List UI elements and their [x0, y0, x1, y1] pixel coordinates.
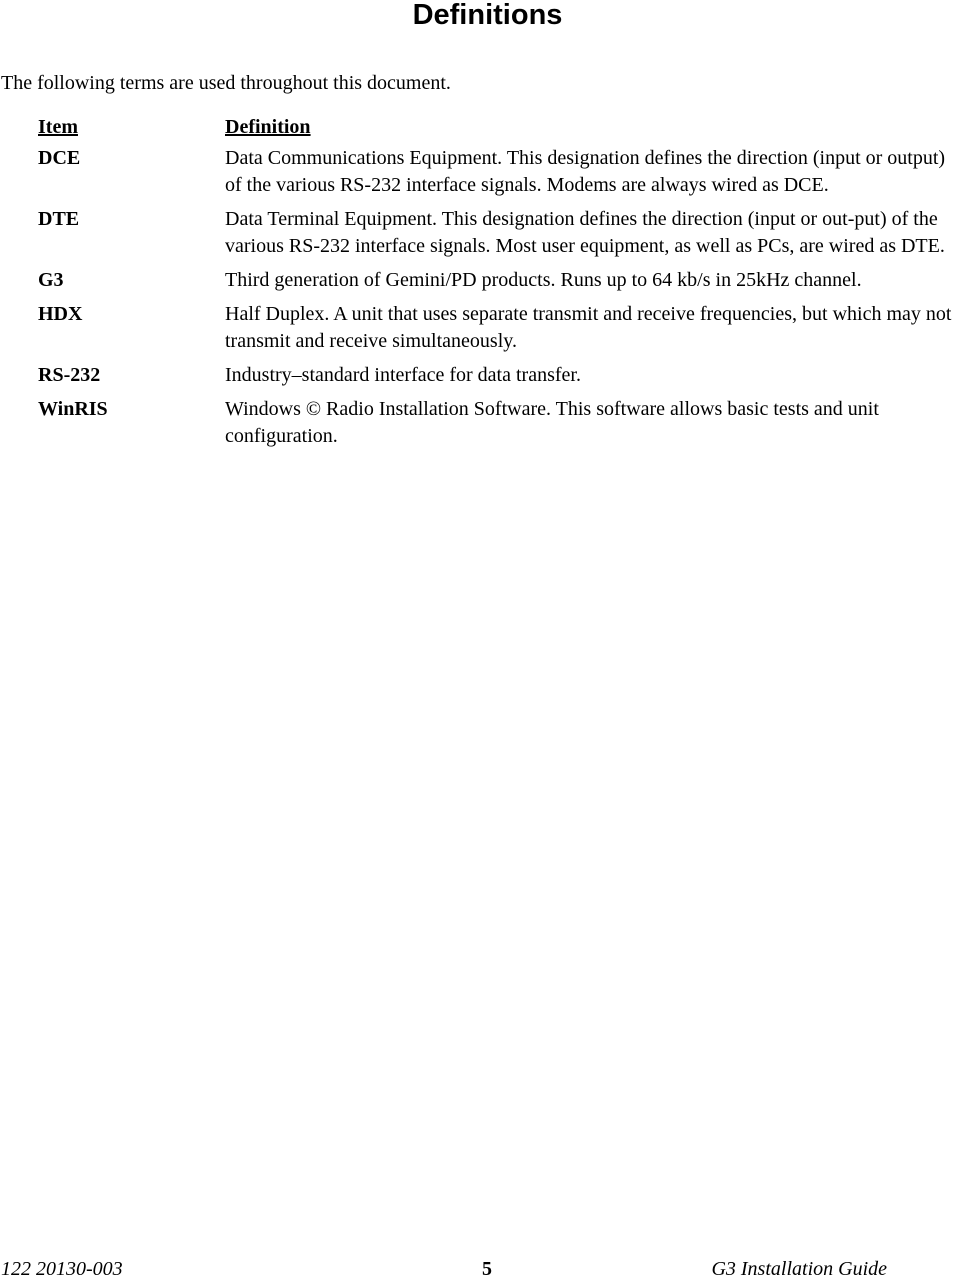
definitions-table: [38, 114, 959, 457]
table-row: [38, 206, 959, 260]
definition-winris: Windows © Radio Installation Software. This software allows basic tests and unit configuration.: [225, 398, 879, 447]
document-number: 122 20130-003: [1, 1258, 123, 1280]
definition-hdx: Half Duplex. A unit that uses separate transmit and receive frequencies, but which may not transmit and receive simultaneously.: [225, 303, 952, 352]
definition-dce: Data Communications Equipment. This designation defines the direction (input or output) of the various RS-232 interface signals. Modems are always wired as DCE.: [225, 147, 946, 196]
term-dce: DCE: [38, 147, 81, 169]
page-number: 5: [482, 1258, 492, 1280]
table-row: [38, 396, 959, 450]
table-row: [38, 301, 959, 355]
term-hdx: HDX: [38, 303, 83, 325]
guide-title: G3 Installation Guide: [711, 1258, 887, 1280]
definition-dte: Data Terminal Equipment. This designation defines the direction (input or out-put) of the various RS-232 interface signals. Most user equipment, as well as PCs, are wired as DTE.: [225, 208, 945, 257]
term-rs-232: RS-232: [38, 364, 101, 386]
intro-paragraph: The following terms are used throughout this document.: [1, 72, 451, 94]
definition-rs-232: Industry–standard interface for data transfer.: [225, 364, 581, 386]
table-row: [38, 267, 959, 294]
column-header-item: Item: [38, 116, 78, 138]
term-g3: G3: [38, 269, 64, 291]
term-winris: WinRIS: [38, 398, 108, 420]
table-header-row: [38, 114, 959, 141]
page-footer: [0, 1256, 959, 1282]
table-row: [38, 362, 959, 389]
term-dte: DTE: [38, 208, 80, 230]
table-row: [38, 145, 959, 199]
column-header-definition: Definition: [225, 116, 311, 138]
page-title: Definitions: [412, 0, 563, 31]
definition-g3: Third generation of Gemini/PD products. Runs up to 64 kb/s in 25kHz channel.: [225, 269, 862, 291]
